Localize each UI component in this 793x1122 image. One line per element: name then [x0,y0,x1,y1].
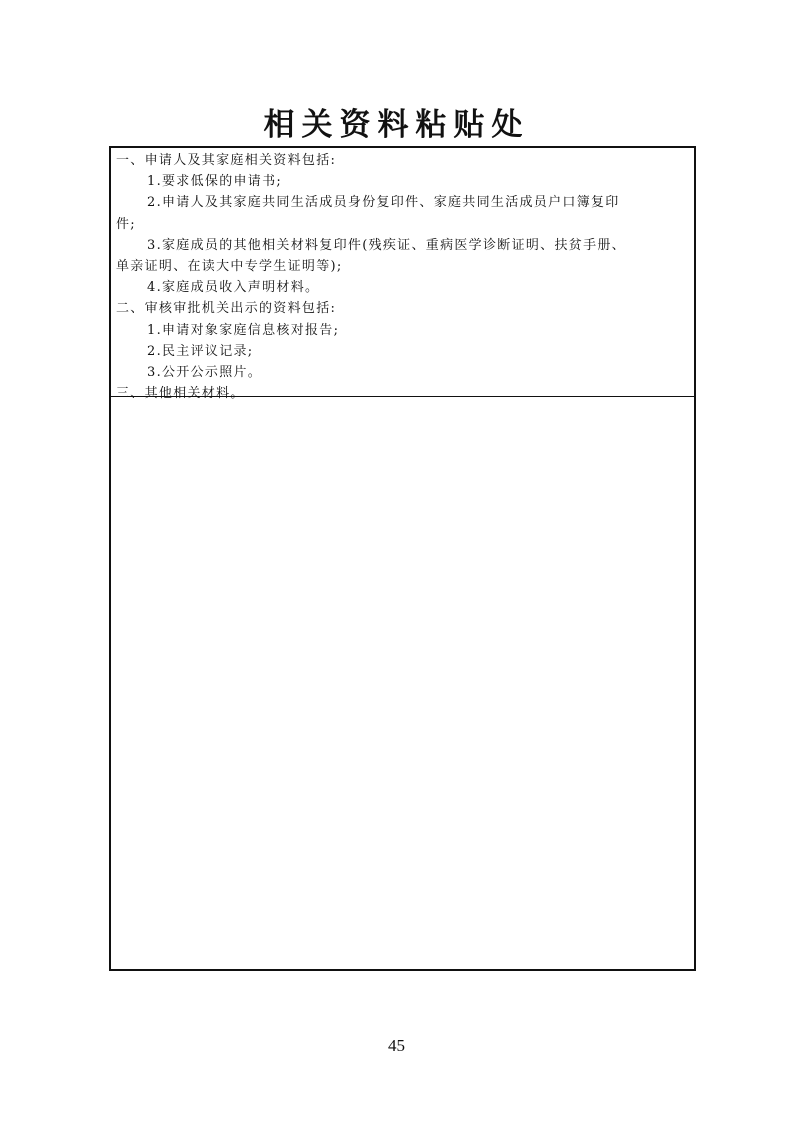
section-1-item-3-continued: 单亲证明、在读大中专学生证明等); [116,258,343,274]
section-2-item-3: 3.公开公示照片。 [147,364,263,380]
section-2-item-2: 2.民主评议记录; [147,343,254,359]
paste-area [111,397,694,969]
materials-list [111,148,694,402]
page-number: 45 [388,1036,405,1055]
page-title: 相关资料粘贴处 [263,107,530,143]
section-1-item-3: 3.家庭成员的其他相关材料复印件(残疾证、重病医学诊断证明、扶贫手册、 [147,237,626,253]
section-1-item-4: 4.家庭成员收入声明材料。 [147,280,320,296]
paste-table [109,146,696,971]
section-3-heading: 三、其他相关材料。 [116,386,245,402]
section-2-item-1: 1.申请对象家庭信息核对报告; [147,322,340,338]
section-2-heading: 二、审核审批机关出示的资料包括: [116,301,337,317]
section-1-item-1: 1.要求低保的申请书; [147,174,283,190]
section-1-item-2: 2.申请人及其家庭共同生活成员身份复印件、家庭共同生活成员户口簿复印 [147,195,620,211]
section-1-item-2-continued: 件; [116,216,136,232]
section-1-heading: 一、申请人及其家庭相关资料包括: [116,153,337,168]
